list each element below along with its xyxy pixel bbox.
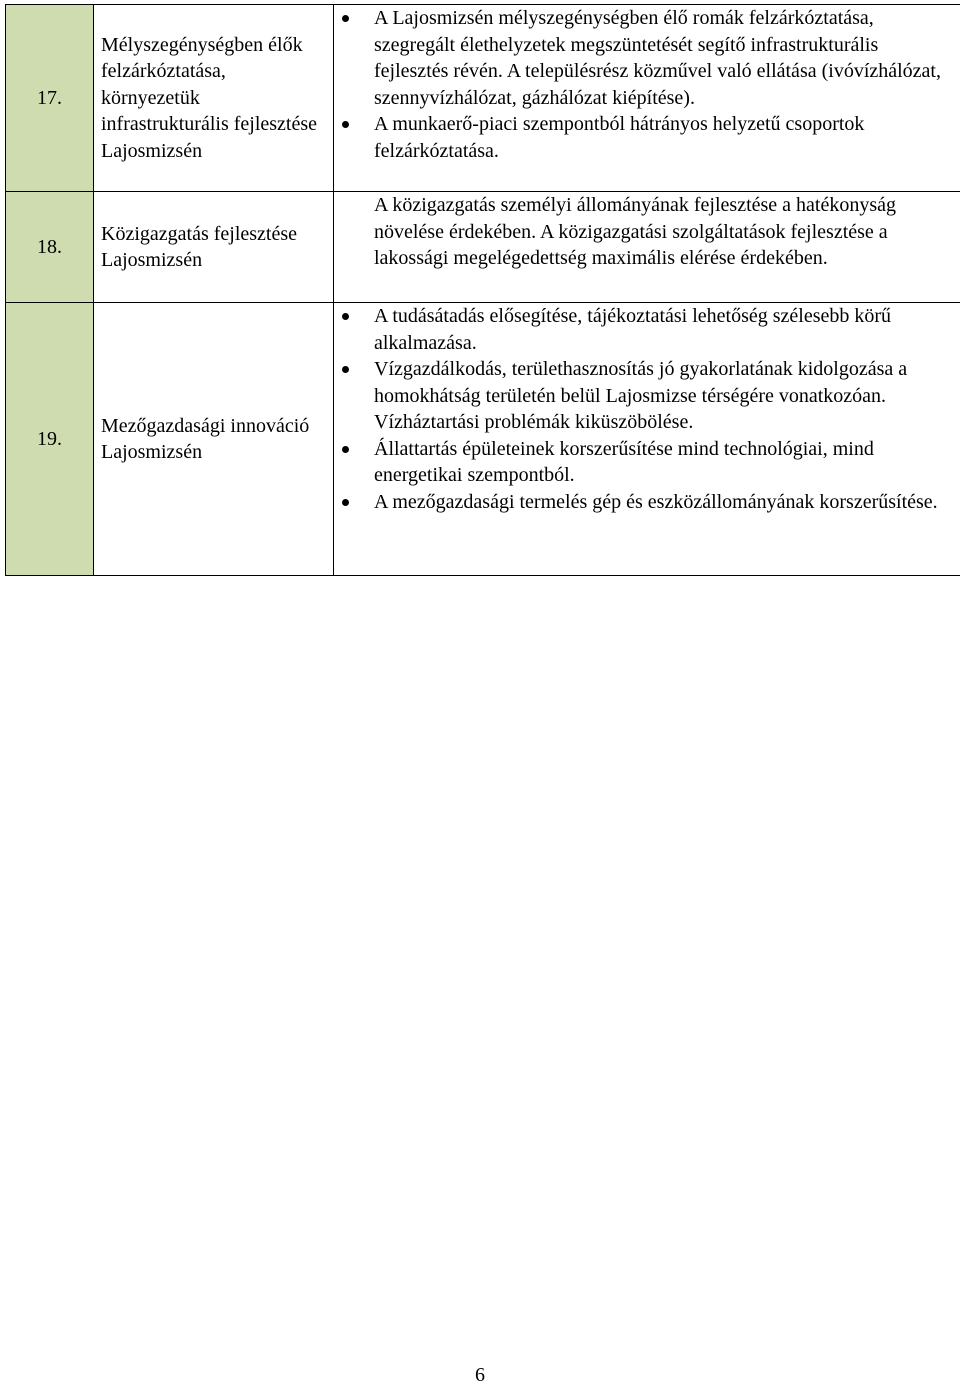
- list-item: A tudásátadás elősegítése, tájékoztatási lehetőség szélesebb körű alkalmazása.: [334, 303, 960, 356]
- list-item: A munkaerő-piaci szempontból hátrányos helyzetű csoportok felzárkóztatása.: [334, 111, 960, 164]
- row-number: 17.: [6, 5, 94, 192]
- measure-title: Közigazgatás fejlesztése Lajosmizsén: [94, 192, 334, 303]
- list-item: Vízgazdálkodás, területhasznosítás jó gyakorlatának kidolgozása a homokhátság területén belül Lajosmizse térségére vonatkozóan. Vízháztartási problémák kiküszöbölése.: [334, 356, 960, 436]
- list-item: A közigazgatás személyi állományának fejlesztése a hatékonyság növelése érdekében. A közigazgatási szolgáltatások fejlesztése a lakossági megelégedettség maximális elérése érdekében.: [374, 194, 897, 269]
- row-number: 19.: [6, 303, 94, 576]
- table-row: [6, 303, 960, 576]
- measures-table: [5, 4, 960, 576]
- measure-description: [334, 192, 960, 303]
- measure-description: [334, 5, 960, 192]
- list-item: A Lajosmizsén mélyszegénységben élő romák felzárkóztatása, szegregált élethelyzetek megszüntetését segítő infrastrukturális fejlesztés révén. A településrész közművel való ellátása (ivóvízhálózat, szennyvízhálózat, gázhálózat kiépítése).: [334, 5, 960, 111]
- page-number: 6: [475, 1364, 485, 1386]
- list-item: Állattartás épületeinek korszerűsítése mind technológiai, mind energetikai szempontból.: [334, 436, 960, 489]
- row-number: 18.: [6, 192, 94, 303]
- list-item: A mezőgazdasági termelés gép és eszközállományának korszerűsítése.: [334, 489, 960, 516]
- table-row: [6, 5, 960, 192]
- measure-title: Mélyszegénységben élők felzárkóztatása, környezetük infrastrukturális fejlesztése Lajosmizsén: [94, 5, 334, 192]
- table-row: [6, 192, 960, 303]
- measure-title: Mezőgazdasági innováció Lajosmizsén: [94, 303, 334, 576]
- measure-description: [334, 303, 960, 576]
